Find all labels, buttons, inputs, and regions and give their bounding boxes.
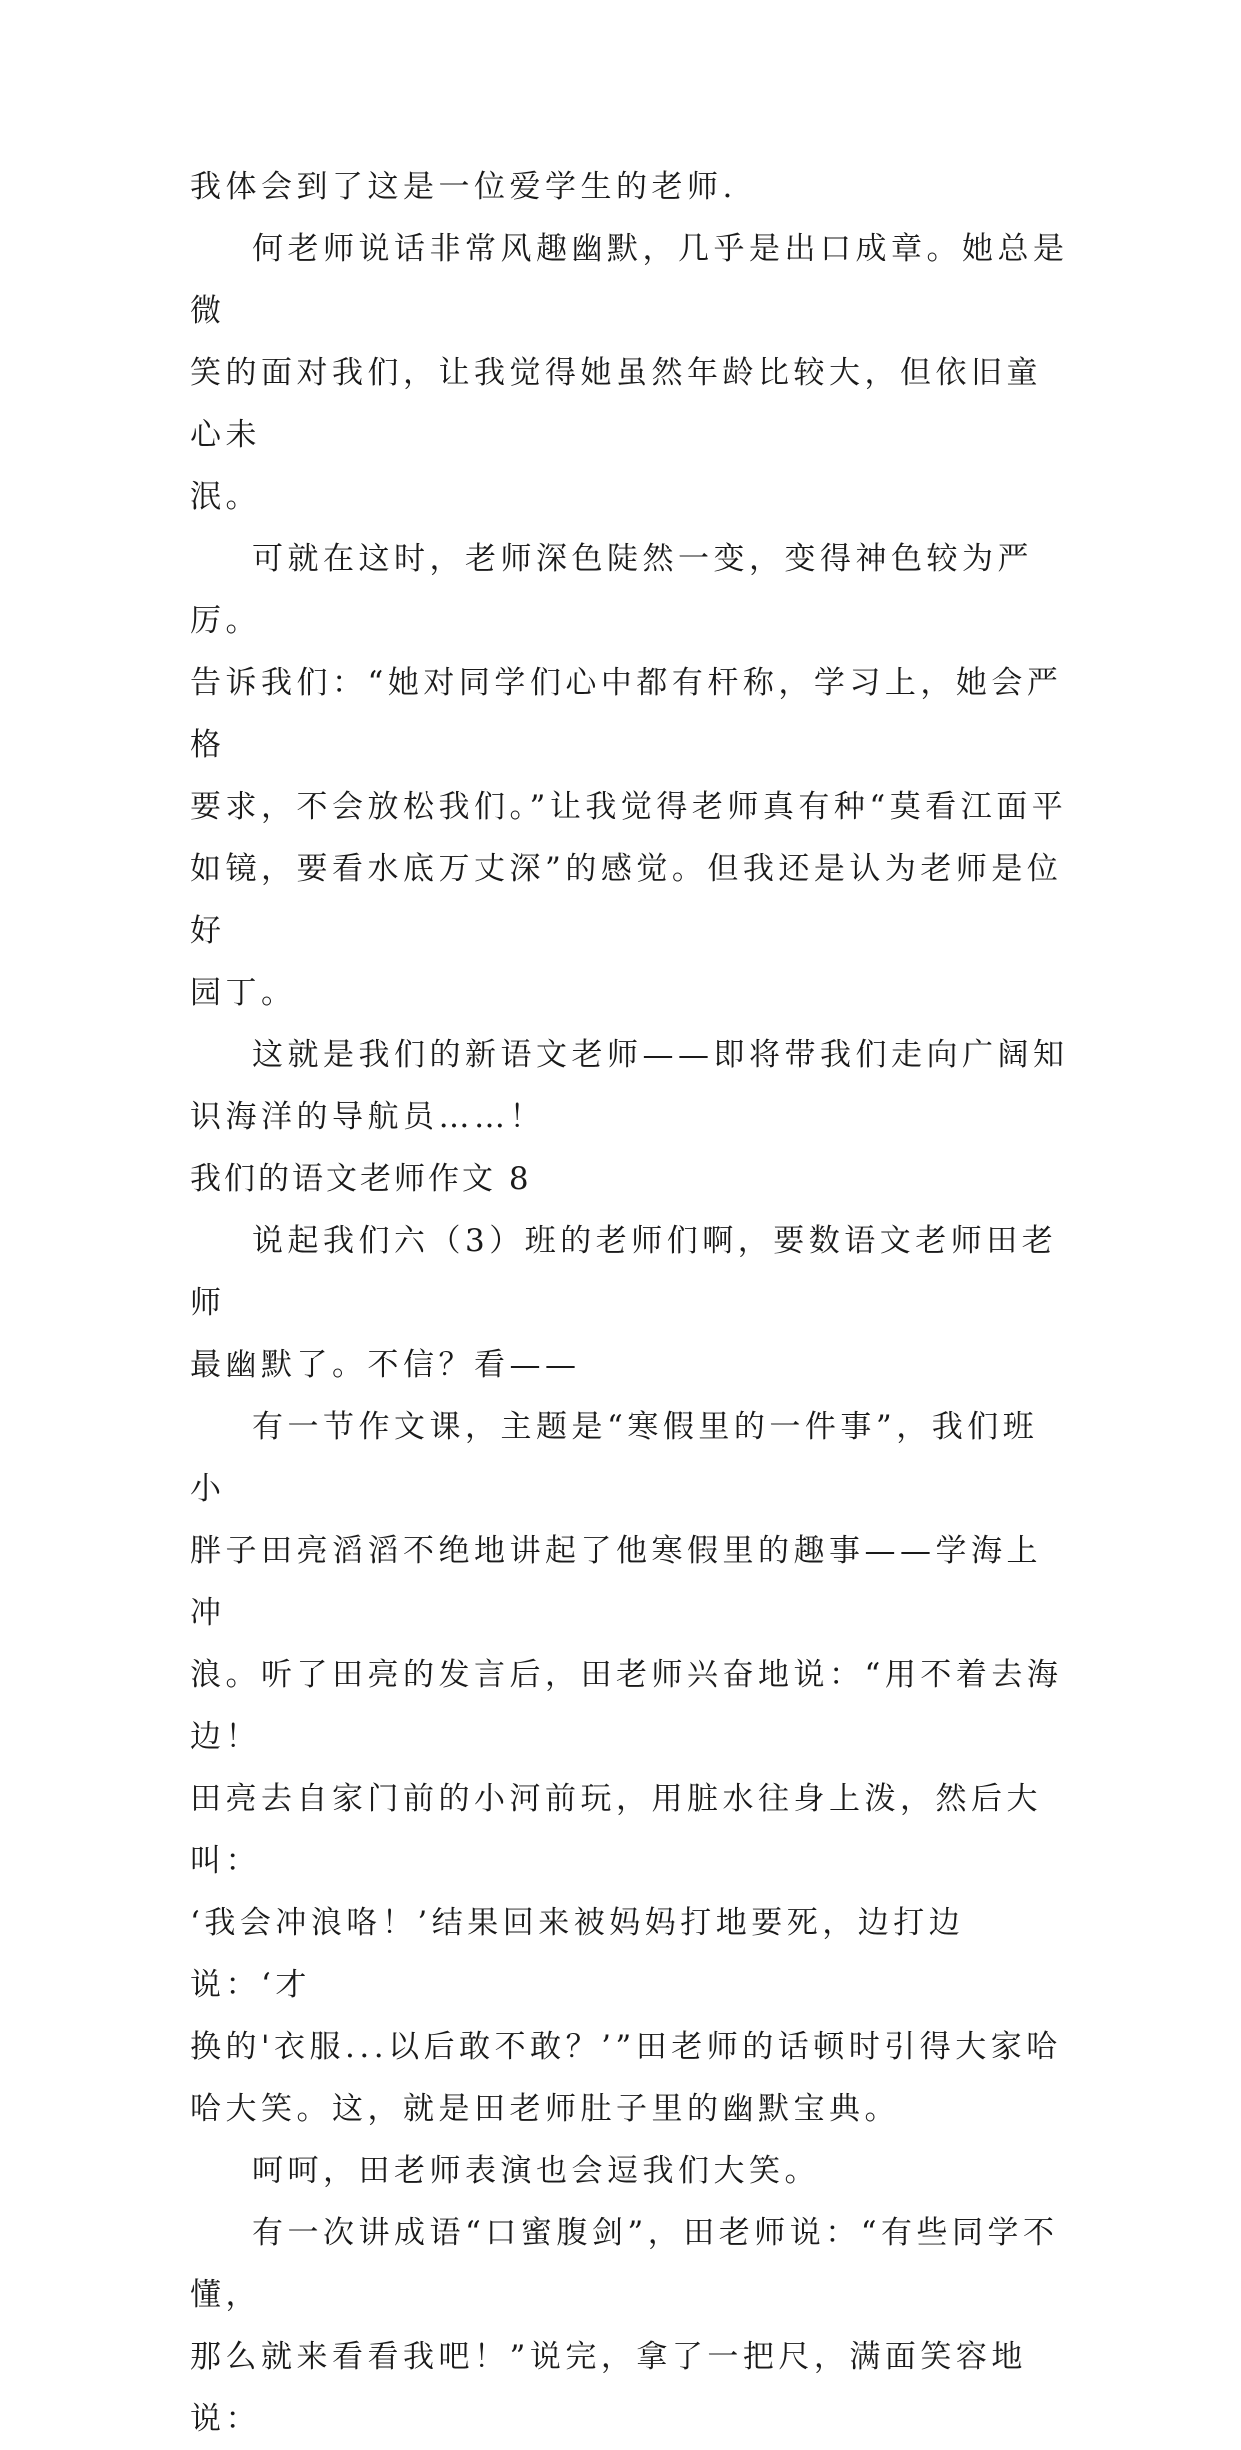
section-heading: 我们的语文老师作文 8 bbox=[190, 1161, 532, 1197]
paragraph: 这就是我们的新语文老师——即将带我们走向广阔知 识海洋的导航员……！ bbox=[190, 1037, 1069, 1135]
paragraph: 有一节作文课，主题是“寒假里的一件事”，我们班小 胖子田亮滔滔不绝地讲起了他寒假里的趣事——学海上冲 浪。听了田亮的发言后，田老师兴奋地说：“用不着去海边！ 田亮去自家门前的小河前玩，用脏水往身上泼，然后大叫： ‘我会冲浪咯！’结果回来被妈妈打地要死，边打边说：‘才 换的'衣服...以后敢不敢？’”田老师的话顿时引得大家哈 哈大笑。这，就是田老师肚子里的幽默宝典。 bbox=[190, 1409, 1063, 2127]
paragraph: 呵呵，田老师表演也会逗我们大笑。 bbox=[252, 2153, 820, 2189]
paragraph: 可就在这时，老师深色陡然一变，变得神色较为严厉。 告诉我们：“她对同学们心中都有杆称，学习上，她会严格 要求，不会放松我们。”让我觉得老师真有种“莫看江面平 如镜，要看水底万丈深”的感觉。但我还是认为老师是位好 园丁。 bbox=[190, 541, 1068, 1011]
paragraph: 何老师说话非常风趣幽默，几乎是出口成章。她总是微 笑的面对我们，让我觉得她虽然年龄比较大，但依旧童心未 泯。 bbox=[190, 231, 1069, 515]
paragraph-continuation: 我体会到了这是一位爱学生的老师. bbox=[190, 169, 737, 205]
document-body bbox=[190, 156, 1070, 2450]
paragraph: 说起我们六（3）班的老师们啊，要数语文老师田老师 最幽默了。不信？看—— bbox=[190, 1223, 1058, 1383]
paragraph: 有一次讲成语“口蜜腹剑”，田老师说：“有些同学不懂， 那么就来看看我吧！”说完，拿了一把尺，满面笑容地说： bbox=[190, 2215, 1059, 2437]
